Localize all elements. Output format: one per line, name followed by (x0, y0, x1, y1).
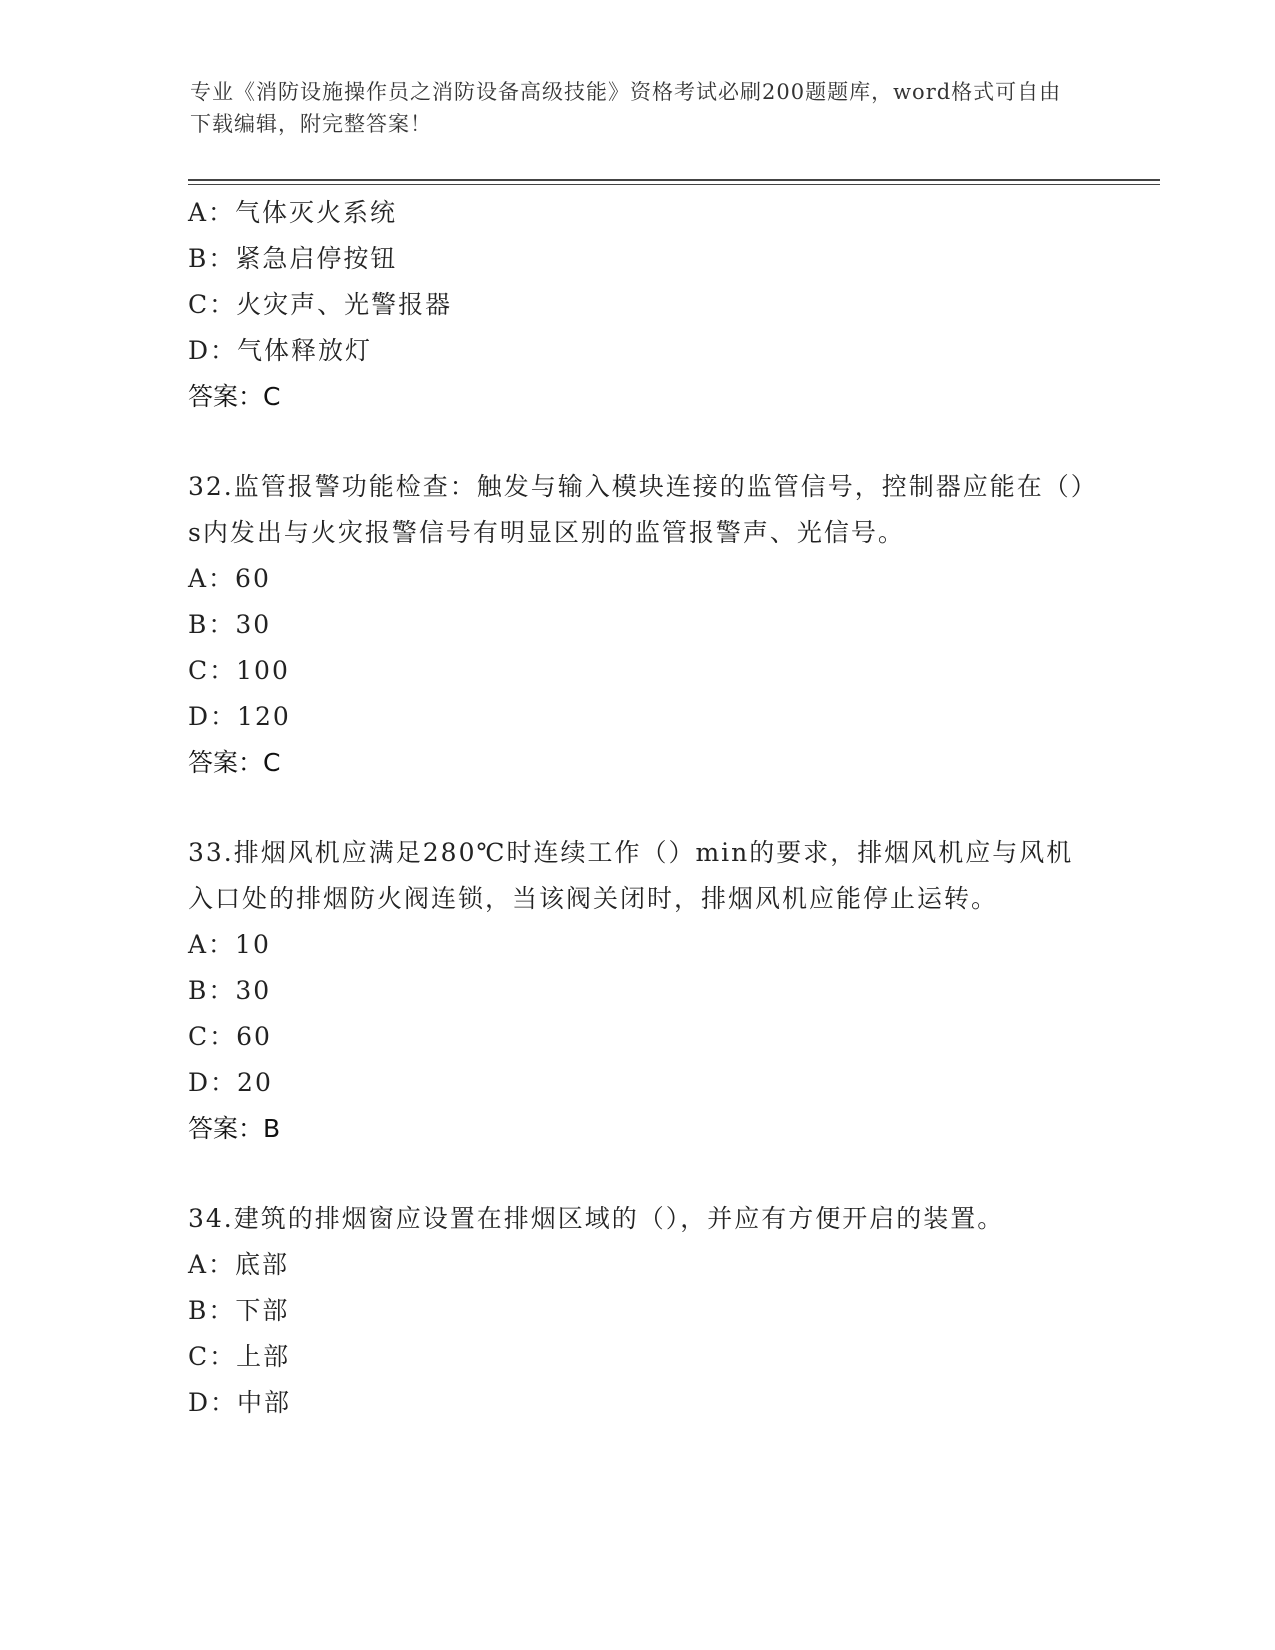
option-c: C：上部 (188, 1342, 291, 1371)
header-rule (188, 179, 1160, 181)
option-c: C：60 (188, 1022, 272, 1051)
option-b: B：30 (188, 610, 272, 639)
option-d: D：中部 (188, 1388, 292, 1417)
answer-label: 答案：C (188, 748, 281, 777)
question-stem: 33.排烟风机应满足280℃时连续工作（）min的要求，排烟风机应与风机入口处的排烟防火阀连锁，当该阀关闭时，排烟风机应能停止运转。 (188, 838, 1074, 913)
question-31-options (188, 190, 1088, 420)
option-a: A：底部 (188, 1250, 290, 1279)
option-a: A：60 (188, 564, 271, 593)
answer-label: 答案：B (188, 1114, 281, 1143)
option-d: D：20 (188, 1068, 273, 1097)
question-32 (188, 464, 1088, 786)
option-c: C：火灾声、光警报器 (188, 290, 453, 319)
option-a: A：气体灭火系统 (188, 198, 398, 227)
option-b: B：紧急启停按钮 (188, 244, 398, 273)
header-rule-thin (188, 184, 1160, 185)
option-b: B：30 (188, 976, 272, 1005)
option-a: A：10 (188, 930, 271, 959)
question-stem: 34.建筑的排烟窗应设置在排烟区域的（），并应有方便开启的装置。 (188, 1204, 1005, 1233)
answer-label: 答案：C (188, 382, 281, 411)
page-header: 专业《消防设施操作员之消防设备高级技能》资格考试必刷200题题库，word格式可自由下载编辑，附完整答案！ (190, 80, 1062, 136)
option-c: C：100 (188, 656, 290, 685)
option-b: B：下部 (188, 1296, 290, 1325)
option-d: D：气体释放灯 (188, 336, 373, 365)
option-d: D：120 (188, 702, 291, 731)
question-33 (188, 830, 1088, 1152)
question-stem: 32.监管报警功能检查：触发与输入模块连接的监管信号，控制器应能在（）s内发出与火灾报警信号有明显区别的监管报警声、光信号。 (188, 472, 1086, 547)
question-list (188, 190, 1088, 1426)
question-34 (188, 1196, 1088, 1426)
